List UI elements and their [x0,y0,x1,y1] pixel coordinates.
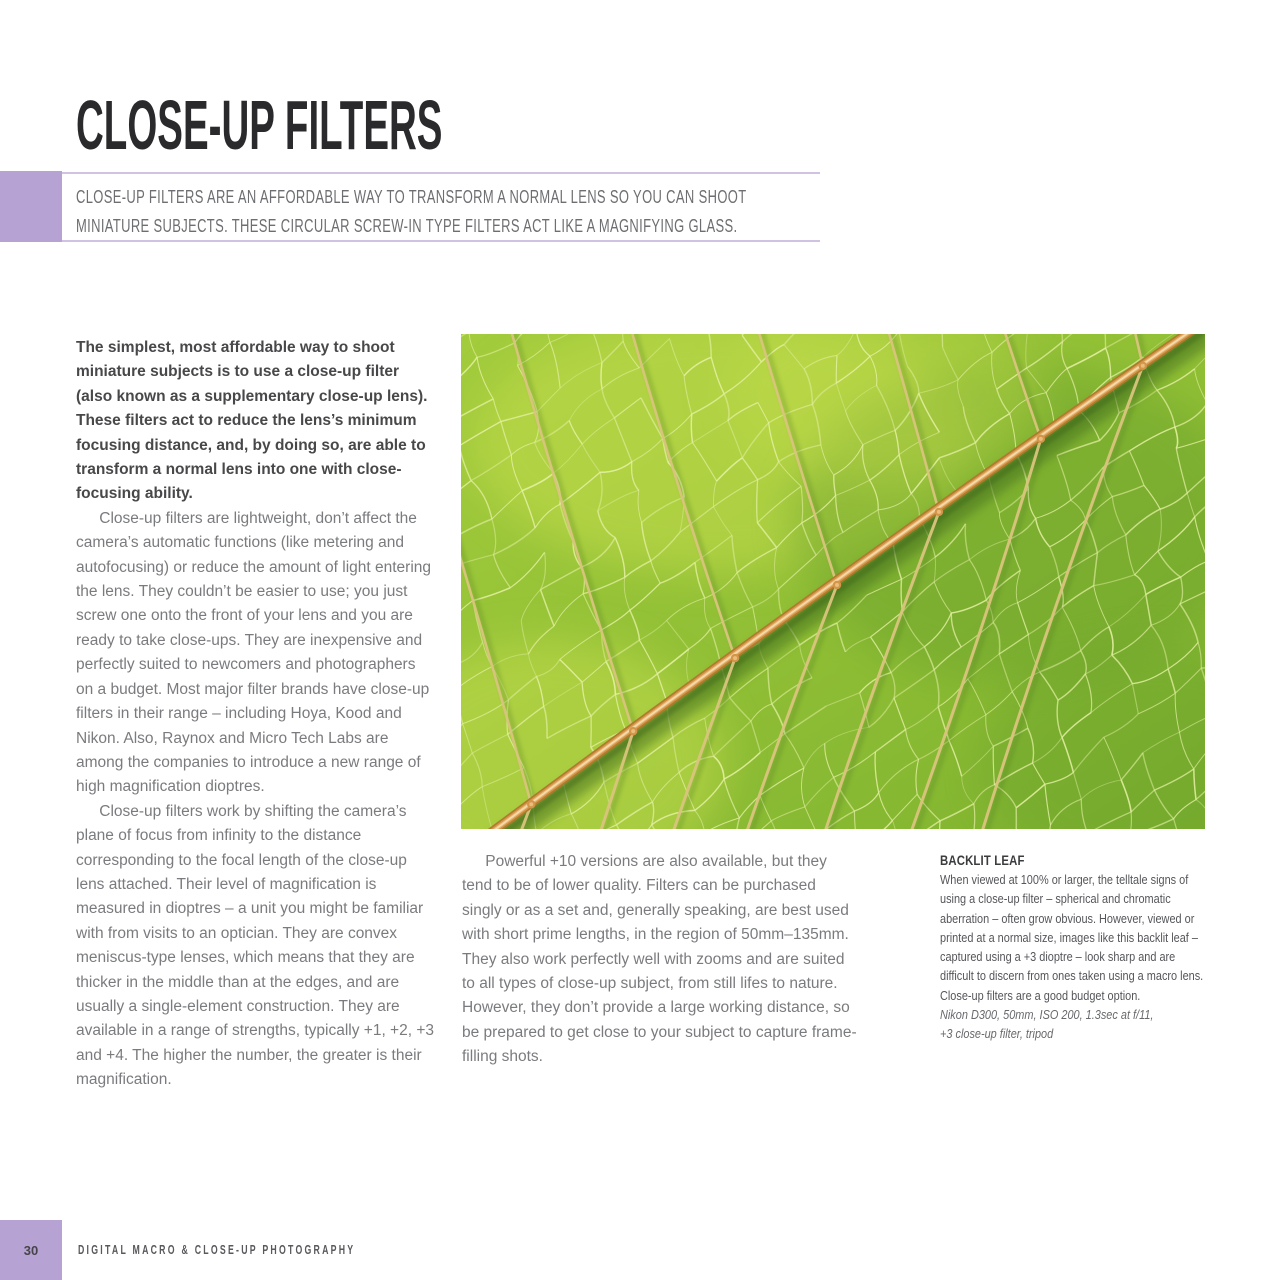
article-paragraph: Powerful +10 versions are also available, but they tend to be of lower quality. Filters can be purchased singly or as a set and, generally speaking, are best used with short prime lengths, in the region of 50mm–135mm. They also work perfectly well with zooms and are suited to all types of close-up subject, from still lifes to nature. However, they don’t provide a large working distance, so be prepared to get close to your subject to capture frame-filling shots. [462,853,857,1066]
page-title: CLOSE-UP FILTERS [76,86,443,164]
caption-tech-details: Nikon D300, 50mm, ISO 200, 1.3sec at f/11, +3 close-up filter, tripod [940,1007,1154,1042]
intro-line-2: MINIATURE SUBJECTS. THESE CIRCULAR SCREW-IN TYPE FILTERS ACT LIKE A MAGNIFYING GLASS. [76,216,738,236]
lead-paragraph: The simplest, most affordable way to shoot miniature subjects is to use a close-up filter (also known as a supplementary close-up lens). These filters act to reduce the lens’s minimum focusing distance, and, by doing so, are able to transform a normal lens into one with close-focusing ability. [76,339,428,503]
caption-body: When viewed at 100% or larger, the telltale signs of using a close-up filter – spherical and chromatic aberration – often grow obvious. However, viewed or printed at a normal size, images like this backlit leaf – captured using a +3 dioptre – look sharp and are difficult to discern from ones taken using a macro lens. Close-up filters are a good budget option. [940,872,1204,1003]
intro-band [0,172,820,242]
article-paragraph: Close-up filters are lightweight, don’t affect the camera’s automatic functions (like metering and autofocusing) or reduce the amount of light entering the lens. They couldn’t be easier to use; you just screw one onto the front of your lens and you are ready to take close-ups. They are inexpensive and perfectly suited to newcomers and photographers on a budget. Most major filter brands have close-up filters in their range – including Hoya, Kood and Nikon. Also, Raynox and Micro Tech Labs are among the companies to introduce a new range of high magnification dioptres. [76,509,432,796]
intro-line-1: CLOSE-UP FILTERS ARE AN AFFORDABLE WAY TO TRANSFORM A NORMAL LENS SO YOU CAN SHOOT [76,187,747,207]
leaf-photo [461,334,1205,829]
caption-heading: BACKLIT LEAF [940,853,1025,868]
photo-caption [940,851,1240,1044]
book-title: DIGITAL MACRO & CLOSE-UP PHOTOGRAPHY [78,1243,356,1257]
article-column-middle [462,850,858,1070]
article-paragraph: Close-up filters work by shifting the camera’s plane of focus from infinity to the distance corresponding to the focal length of the close-up lens attached. Their level of magnification is measured in dioptres – a unit you might be familiar with from visits to an optician. They are convex meniscus-type lenses, which means that they are thicker in the middle than at the edges, and are usually a single-element construction. They are available in a range of strengths, typically +1, +2, +3 and +4. The higher the number, the greater is their magnification. [76,802,435,1089]
page-number: 30 [23,1242,39,1258]
intro-text [76,183,753,241]
page-number-tab [0,1220,62,1280]
accent-tab [0,171,62,242]
article-column-left [76,336,434,1093]
